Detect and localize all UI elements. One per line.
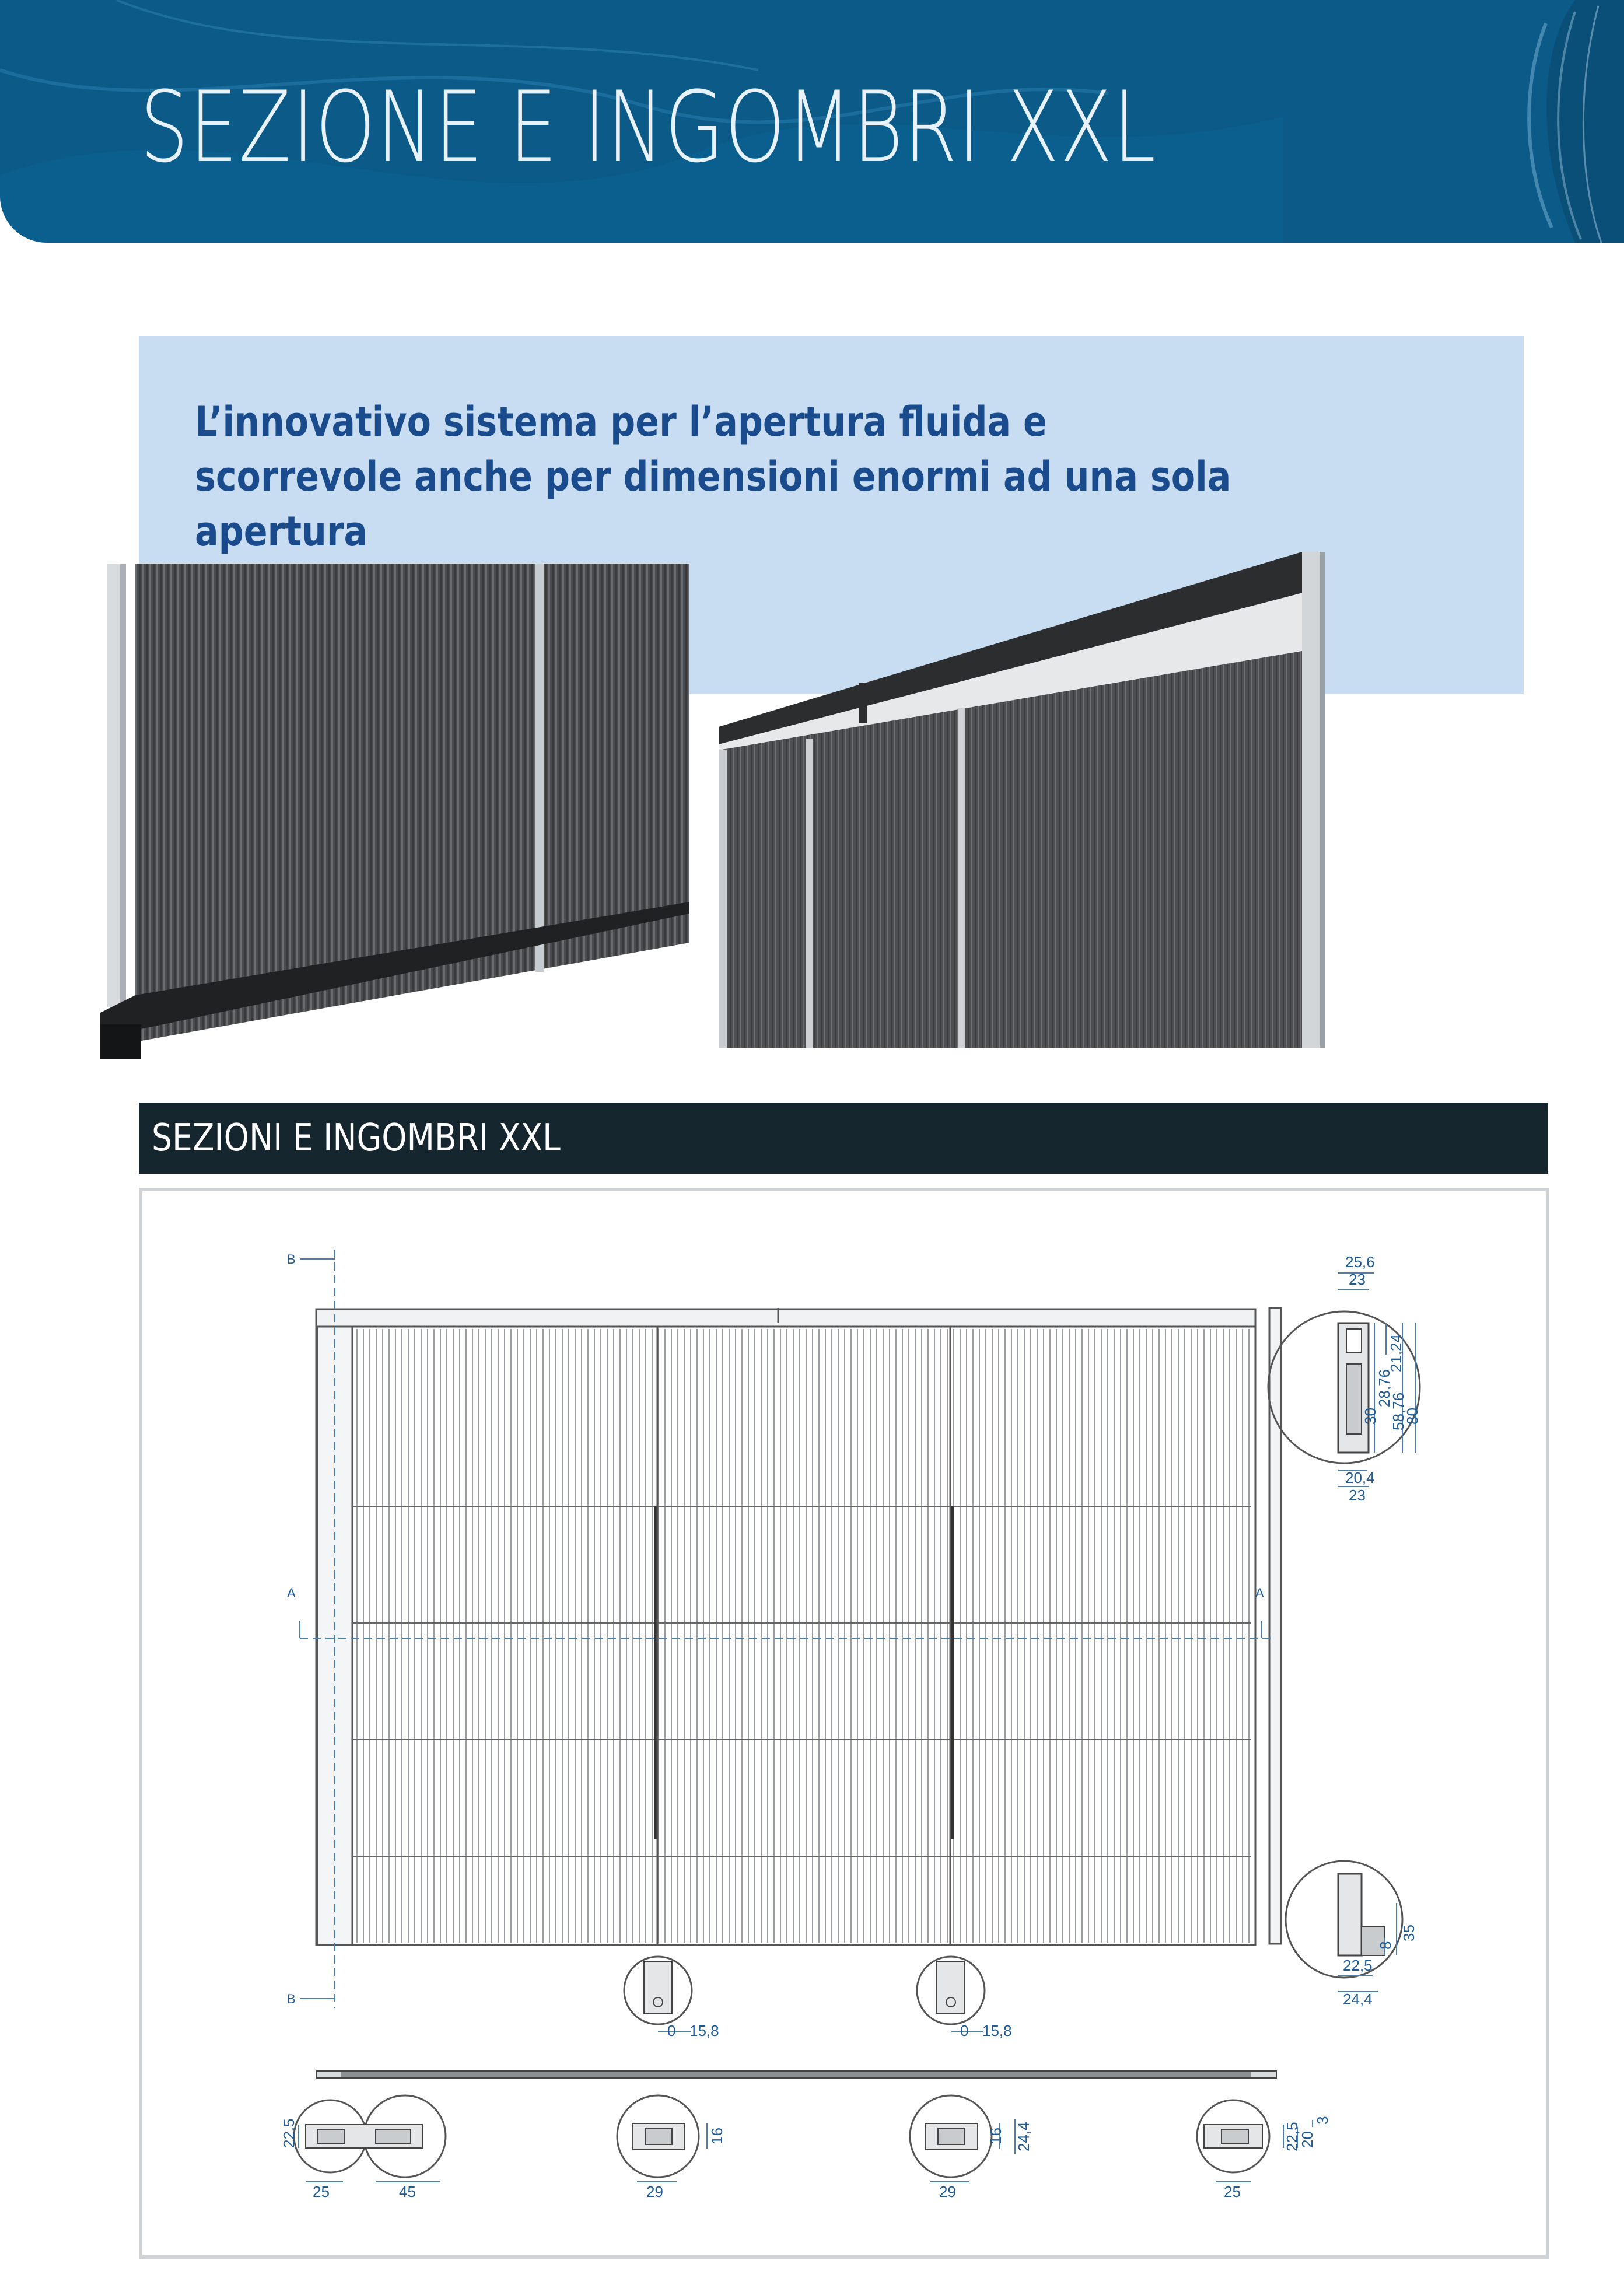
product-photo-right xyxy=(719,552,1325,1048)
center-left-dim-2: 15,8 xyxy=(690,2022,719,2039)
technical-drawing xyxy=(139,1188,1549,2259)
top-dim-8: 20,4 xyxy=(1345,1469,1375,1486)
page-header xyxy=(0,0,1624,243)
section-label-a-left: A xyxy=(287,1586,296,1600)
plan3-dim-1: 16 xyxy=(987,2128,1005,2144)
bottom-dim-4: 24,4 xyxy=(1343,1990,1373,2008)
plan2-dim-1: 16 xyxy=(708,2128,726,2144)
section-label-b-top: B xyxy=(287,1252,296,1267)
top-dim-9: 23 xyxy=(1349,1486,1366,1504)
bottom-dim-2: 8 xyxy=(1377,1941,1394,1950)
center-right-dim-2: 15,8 xyxy=(982,2022,1012,2039)
top-dim-4: 28,76 xyxy=(1376,1369,1393,1407)
plan3-dim-2: 24,4 xyxy=(1015,2122,1032,2151)
top-dim-7: 80 xyxy=(1404,1408,1421,1425)
plan4-dim-1: 3 xyxy=(1314,2116,1331,2125)
plan1-dim-3: 45 xyxy=(399,2183,416,2200)
plan-view xyxy=(316,2071,1276,2078)
pleat-lines xyxy=(357,1329,1249,1943)
plan4-dim-3: 22,5 xyxy=(1283,2122,1301,2151)
plan1-dim-2: 25 xyxy=(313,2183,330,2200)
section-label-b-bottom: B xyxy=(287,1992,296,2006)
plan-detail-1 xyxy=(280,2095,446,2200)
plan1-dim-1: 22,5 xyxy=(280,2118,298,2148)
page-title: SEZIONE E INGOMBRI XXL xyxy=(140,70,1157,184)
bottom-dim-3: 22,5 xyxy=(1343,1957,1373,1974)
section-header xyxy=(139,1103,1548,1174)
top-dim-1: 25,6 xyxy=(1345,1253,1375,1271)
bottom-dim-1: 35 xyxy=(1400,1925,1418,1941)
plan-detail-4 xyxy=(1197,2100,1331,2200)
section-label-a-right: A xyxy=(1255,1586,1264,1600)
intro-text: L’innovativo sistema per l’apertura fluida e scorrevole anche per dimensioni enormi ad una sola apertura xyxy=(195,398,1231,555)
center-left-dim-1: 0 xyxy=(667,2022,676,2039)
plan4-dim-2: 20 xyxy=(1298,2131,1316,2148)
top-dim-3: 21,24 xyxy=(1387,1334,1405,1372)
center-detail-left xyxy=(624,1957,719,2039)
plan2-dim-2: 29 xyxy=(646,2183,663,2200)
top-dim-2: 23 xyxy=(1349,1271,1366,1288)
top-dim-5: 58,76 xyxy=(1390,1392,1407,1430)
plan3-dim-3: 29 xyxy=(939,2183,956,2200)
plan-detail-3 xyxy=(910,2095,1032,2200)
plan-detail-2 xyxy=(617,2095,726,2200)
center-right-dim-1: 0 xyxy=(960,2022,969,2039)
section-title: SEZIONI E INGOMBRI XXL xyxy=(152,1117,561,1160)
top-profile-detail xyxy=(1268,1253,1421,1504)
bottom-profile-detail xyxy=(1286,1861,1418,2008)
plan4-dim-4: 25 xyxy=(1224,2183,1241,2200)
product-photo-left xyxy=(100,564,690,1059)
center-detail-right xyxy=(917,1957,1012,2039)
top-dim-6: 30 xyxy=(1362,1408,1379,1425)
drawing-canvas xyxy=(142,1191,1546,2255)
